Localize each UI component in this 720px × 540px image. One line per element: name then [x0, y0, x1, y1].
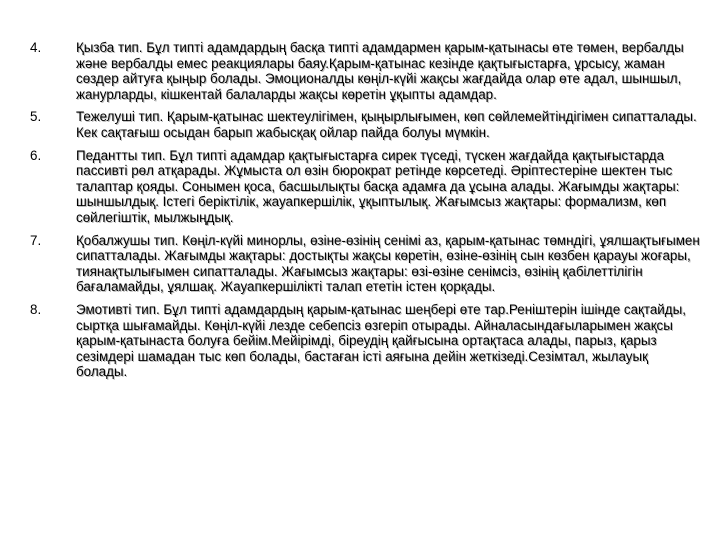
item-number: 8.	[30, 301, 42, 317]
item-number: 7.	[30, 232, 42, 248]
list-item	[30, 109, 700, 140]
list-item	[30, 233, 700, 295]
item-number: 4.	[30, 40, 42, 55]
item-text: Тежелуші тип. Қарым-қатынас шектеулігімен, қыңырлығымен, көп сөйлемейтіндігімен сипатталады. Кек сақтағыш осыдан барып жабысқақ ойлар пайда болуы мүмкін.	[76, 109, 697, 140]
item-text: Педантты тип. Бұл типті адамдар қақтығыстарға сирек түседі, түскен жағдайда қақтығыстарда пассивті рөл атқарады. Жұмыста ол өзін бюрократ ретінде көрсетеді. Әріптестеріне шектен тыс талаптар қояды. Сонымен қоса, басшылықты басқа адамға да ұсына алады. Жағымды жақтары: шыншылдық. Істегі беріктілік, жауапкершілік, ұқыптылық. Жағымсыз жақтары: формализм, көп сөйлегіштік, мылжыңдық.	[76, 147, 680, 225]
item-number: 5.	[30, 109, 42, 125]
temperament-types-list	[30, 40, 700, 387]
item-text: Қобалжушы тип. Көңіл-күйі минорлы, өзіне-өзінің сенімі аз, қарым-қатынас төмндігі, ұялшақтығымен сипатталады. Жағымды жақтары: достықты жақсы көретін, өзіне-өзінің сын көзбен қарауы жоғары, тиянақтылығымен сипатталады. Жағымсыз жақтары: өзі-өзіне сенімсіз, өзінің қабілеттілігін бағаламайды, ұялшақ. Жауапкершілікті талап ететін істен қорқады.	[76, 232, 700, 295]
item-text: Қызба тип. Бұл типті адамдардың басқа типті адамдармен қарым-қатынасы өте төмен, вербалды және вербалды емес реакциялары баяу.Қарым-қатынас кезінде қақтығыстарға, ұрсысу, жаман сөздер айтуға қыңыр болады. Эмоционалды көңіл-күйі жақсы жағдайда олар өте адал, шыншыл, жанурларды, кішкентай балаларды жақсы көретін ұқыпты адамдар.	[76, 40, 684, 102]
list-item	[30, 40, 700, 102]
list-item	[30, 148, 700, 226]
list-item	[30, 302, 700, 380]
item-number: 6.	[30, 147, 42, 163]
item-text: Эмотивті тип. Бұл типті адамдардың қарым-қатынас шеңбері өте тар.Реніштерін ішінде сақтайды, сыртқа шығамайды. Көңіл-күйі лезде себепсіз өзгеріп отырады. Айналасындағыларымен жақсы қарым-қатынаста болуға бейім.Мейірімді, біреудің қайғысына ортақтаса алады, парыз, қарыз сезімдері шамадан тыс көп болады, бастаған істі аяғына дейін жеткізеді.Сезімтал, жылауық болады.	[76, 301, 686, 380]
